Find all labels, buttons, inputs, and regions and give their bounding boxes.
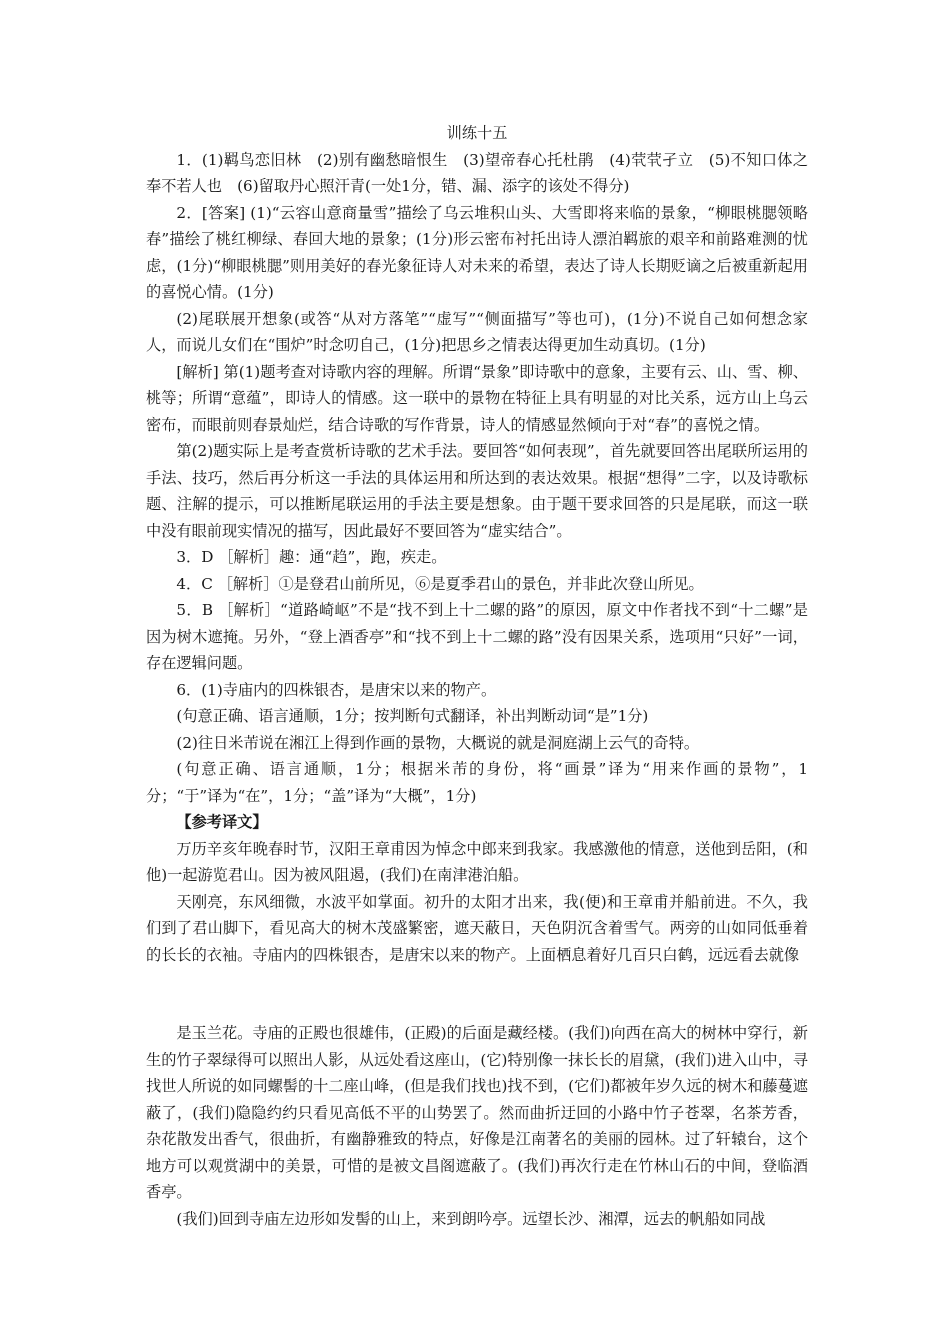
scoring-6-1: (句意正确、语言通顺，1分；按判断句式翻译，补出判断动词“是”1分)	[176, 707, 649, 725]
answer-6-2: (2)往日米芾说在湘江上得到作画的景物，大概说的就是洞庭湖上云气的奇特。	[176, 733, 700, 752]
translation-paragraph-4: (我们)回到寺庙左边形如发髻的山上，来到朗吟亭。远望长沙、湘潭，远去的帆船如同战	[176, 1209, 766, 1228]
answer-4: 4．C ［解析］①是登君山前所见，⑥是夏季君山的景色，并非此次登山所见。	[176, 574, 704, 593]
page-break-gap	[146, 968, 808, 1020]
analysis-2-part-2: 第(2)题实际上是考查赏析诗歌的艺术手法。要回答“如何表现”，首先就要回答出尾联所运用的手法、技巧，然后再分析这一手法的具体运用和所达到的表达效果。根据“想得”二字，以及诗歌标题、注解的提示，可以推断尾联运用的手法主要是想象。由于题干要求回答的只是尾联，而这一联中没有眼前现实情况的描写，因此最好不要回答为“虚实结合”。	[146, 442, 808, 540]
answer-6-1: 6．(1)寺庙内的四株银杏，是唐宋以来的物产。	[176, 680, 497, 699]
answer-5: 5．B ［解析］“道路崎岖”不是“找不到上十二螺的路”的原因，原文中作者找不到“十二螺”是因为树木遮掩。另外，“登上酒香亭”和“找不到上十二螺的路”没有因果关系，选项用“只好”一词，存在逻辑问题。	[146, 601, 808, 672]
reference-translation-heading: 【参考译文】	[176, 813, 268, 831]
translation-paragraph-1: 万历辛亥年晚春时节，汉阳王章甫因为悼念中郎来到我家。我感激他的情意，送他到岳阳，(和他)一起游览君山。因为被风阻遏，(我们)在南津港泊船。	[146, 839, 808, 884]
scoring-6-2: (句意正确、语言通顺，1分；根据米芾的身份，将“画景”译为“用来作画的景物”，1分；“于”译为“在”，1分；“盖”译为“大概”，1分)	[146, 760, 808, 805]
answer-2: 2．[答案] (1)“云容山意商量雪”描绘了乌云堆积山头、大雪即将来临的景象，“柳眼桃腮领略春”描绘了桃红柳绿、春回大地的景象；(1分)形云密布衬托出诗人漂泊羁旅的艰辛和前路难测的忧虑，(1分)“柳眼桃腮”则用美好的春光象征诗人对未来的希望，表达了诗人长期贬谪之后被重新起用的喜悦心情。(1分)	[146, 203, 808, 301]
answer-1: 1．(1)羁鸟恋旧林 (2)别有幽愁暗恨生 (3)望帝春心托杜鹃 (4)茕茕孑立 (5)不知口体之奉不若人也 (6)留取丹心照汗青(一处1分，错、漏、添字的该处不得分)	[146, 150, 808, 195]
answer-3: 3．D ［解析］趣：通“趋”，跑，疾走。	[176, 548, 447, 566]
translation-paragraph-2: 天刚亮，东风细微，水波平如掌面。初升的太阳才出来，我(便)和王章甫并船前进。不久，我们到了君山脚下，看见高大的树木茂盛繁密，遮天蔽日，天色阴沉含着雪气。两旁的山如同低垂着的长长的衣袖。寺庙内的四株银杏，是唐宋以来的物产。上面栖息着好几百只白鹤，远远看去就像	[146, 892, 808, 964]
answer-2-part-2: (2)尾联展开想象(或答“从对方落笔”“虚写”“侧面描写”等也可)，(1分)不说自己如何想念家人，而说儿女们在“围炉”时念叨自己，(1分)把思乡之情表达得更加生动真切。(1分)	[146, 309, 808, 354]
translation-paragraph-3: 是玉兰花。寺庙的正殿也很雄伟，(正殿)的后面是藏经楼。(我们)向西在高大的树林中穿行，新生的竹子翠绿得可以照出人影，从远处看这座山，(它)特别像一抹长长的眉黛，(我们)进入山中，寻找世人所说的如同螺髻的十二座山峰，(但是我们找也)找不到，(它们)都被年岁久远的树木和藤蔓遮蔽了，(我们)隐隐约约只看见高低不平的山势罢了。然而曲折迂回的小路中竹子苍翠，名茶芳香，杂花散发出香气，很曲折，有幽静雅致的特点，好像是江南著名的美丽的园林。过了轩辕台，这个地方可以观赏湖中的美景，可惜的是被文昌阁遮蔽了。(我们)再次行走在竹林山石的中间，登临酒香亭。	[146, 1024, 808, 1201]
page-title: 训练十五	[446, 124, 508, 142]
analysis-2-part-1: [解析] 第(1)题考查对诗歌内容的理解。所谓“景象”即诗歌中的意象，主要有云、山、雪、柳、桃等；所谓“意蕴”，即诗人的情感。这一联中的景物在特征上具有明显的对比关系，远方山上乌云密布，而眼前则春景灿烂，结合诗歌的写作背景，诗人的情感显然倾向于对“春”的喜悦之情。	[146, 362, 808, 434]
document-page	[146, 120, 808, 1232]
